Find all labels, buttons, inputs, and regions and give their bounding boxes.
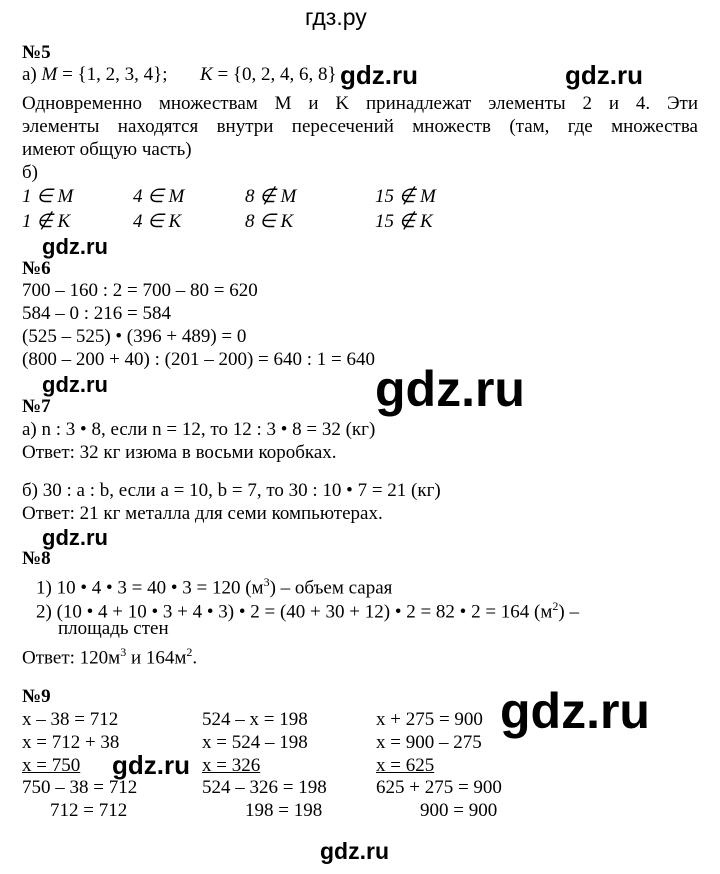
task8-step-2-cont: площадь стен bbox=[58, 618, 169, 639]
set-membership-7: 8 ∈ K bbox=[245, 211, 294, 232]
site-footer: gdz.ru bbox=[320, 838, 389, 864]
set-membership-5: 1 ∉ K bbox=[22, 211, 71, 232]
watermark: gdz.ru bbox=[500, 683, 650, 739]
task8-answer-b: и 164м bbox=[126, 647, 187, 669]
eq3-line-2: x = 900 – 275 bbox=[376, 732, 482, 753]
task8-step-2-main: 2) (10 • 4 + 10 • 3 + 4 • 3) • 2 = (40 + 30 + 12) • 2 = 82 • 2 = 164 (м bbox=[36, 601, 553, 623]
task5-para-1: Одновременно множествам M и K принадлежат элементы 2 и 4. Эти bbox=[22, 93, 698, 114]
eq3-check-2: 900 = 900 bbox=[420, 800, 498, 821]
eq3-root: x = 625 bbox=[376, 755, 435, 776]
task7-b-line: б) 30 : a : b, если a = 10, b = 7, то 30 : 10 • 7 = 21 (кг) bbox=[22, 480, 441, 501]
task8-answer bbox=[22, 641, 197, 669]
task8-answer-a: Ответ: 120м bbox=[22, 647, 121, 669]
eq2-check-1: 524 – 326 = 198 bbox=[202, 777, 327, 798]
task5-para-2: элементы находятся внутри пересечений множеств (там, где множества bbox=[22, 116, 698, 137]
set-membership-4: 15 ∉ M bbox=[375, 186, 436, 207]
eq3-check-1: 625 + 275 = 900 bbox=[376, 777, 502, 798]
task8-step-2-sup: 2 bbox=[552, 599, 559, 613]
task5-para-3: имеют общую часть) bbox=[22, 139, 192, 160]
set-m-def: = {1, 2, 3, 4}; bbox=[57, 64, 168, 85]
task7-title: №7 bbox=[22, 396, 51, 417]
watermark: gdz.ru bbox=[340, 60, 418, 90]
eq2-root: x = 326 bbox=[202, 755, 261, 776]
eq1-line-1: x – 38 = 712 bbox=[22, 709, 119, 730]
eq1-root: x = 750 bbox=[22, 755, 81, 776]
task7-a-line: а) n : 3 • 8, если n = 12, то 12 : 3 • 8 = 32 (кг) bbox=[22, 419, 376, 440]
eq2-line-1: 524 – x = 198 bbox=[202, 709, 308, 730]
task5-line-k bbox=[200, 64, 337, 86]
task8-step-1-sup: 3 bbox=[263, 575, 270, 589]
set-membership-6: 4 ∈ K bbox=[133, 211, 182, 232]
task8-answer-c: . bbox=[192, 647, 198, 669]
set-k-def: = {0, 2, 4, 6, 8} bbox=[212, 64, 337, 85]
set-membership-1: 1 ∈ M bbox=[22, 186, 74, 207]
task7-b-answer: Ответ: 21 кг металла для семи компьютерах. bbox=[22, 503, 383, 524]
eq1-check-1: 750 – 38 = 712 bbox=[22, 777, 138, 798]
site-header: гдз.ру bbox=[305, 4, 367, 30]
task6-title: №6 bbox=[22, 258, 51, 279]
watermark: gdz.ru bbox=[42, 234, 108, 259]
watermark: gdz.ru bbox=[375, 361, 525, 417]
watermark: gdz.ru bbox=[42, 525, 108, 550]
eq3-line-1: x + 275 = 900 bbox=[376, 709, 483, 730]
watermark: gdz.ru bbox=[42, 372, 108, 397]
task8-step-1-tail: ) – объем сарая bbox=[269, 577, 393, 599]
task7-a-answer: Ответ: 32 кг изюма в восьми коробках. bbox=[22, 442, 337, 463]
set-m-name: M bbox=[41, 64, 58, 85]
task9-title: №9 bbox=[22, 686, 51, 707]
task8-answer-sup2: 2 bbox=[186, 645, 193, 659]
set-membership-3: 8 ∉ M bbox=[245, 186, 297, 207]
eq2-check-2: 198 = 198 bbox=[245, 800, 323, 821]
task8-answer-sup1: 3 bbox=[120, 645, 127, 659]
task6-line-2: 584 – 0 : 216 = 584 bbox=[22, 303, 171, 324]
task8-step-1-main: 1) 10 • 4 • 3 = 40 • 3 = 120 (м bbox=[36, 577, 264, 599]
eq2-line-2: x = 524 – 198 bbox=[202, 732, 308, 753]
task5-a-prefix: а) bbox=[22, 64, 42, 85]
watermark: gdz.ru bbox=[112, 750, 190, 780]
task5-b-label: б) bbox=[22, 162, 38, 183]
set-membership-8: 15 ∉ K bbox=[375, 211, 433, 232]
task5-line-a bbox=[22, 64, 168, 86]
task8-title: №8 bbox=[22, 548, 51, 569]
task5-title: №5 bbox=[22, 42, 51, 63]
watermark: gdz.ru bbox=[565, 60, 643, 90]
eq1-check-2: 712 = 712 bbox=[50, 800, 128, 821]
set-k-name: K bbox=[200, 64, 213, 85]
task6-line-3: (525 – 525) • (396 + 489) = 0 bbox=[22, 326, 247, 347]
task6-line-4: (800 – 200 + 40) : (201 – 200) = 640 : 1 = 640 bbox=[22, 349, 376, 370]
set-membership-2: 4 ∈ M bbox=[133, 186, 185, 207]
task6-line-1: 700 – 160 : 2 = 700 – 80 = 620 bbox=[22, 280, 258, 301]
task8-step-2-tail: ) – bbox=[558, 601, 579, 623]
eq1-line-2: x = 712 + 38 bbox=[22, 732, 120, 753]
